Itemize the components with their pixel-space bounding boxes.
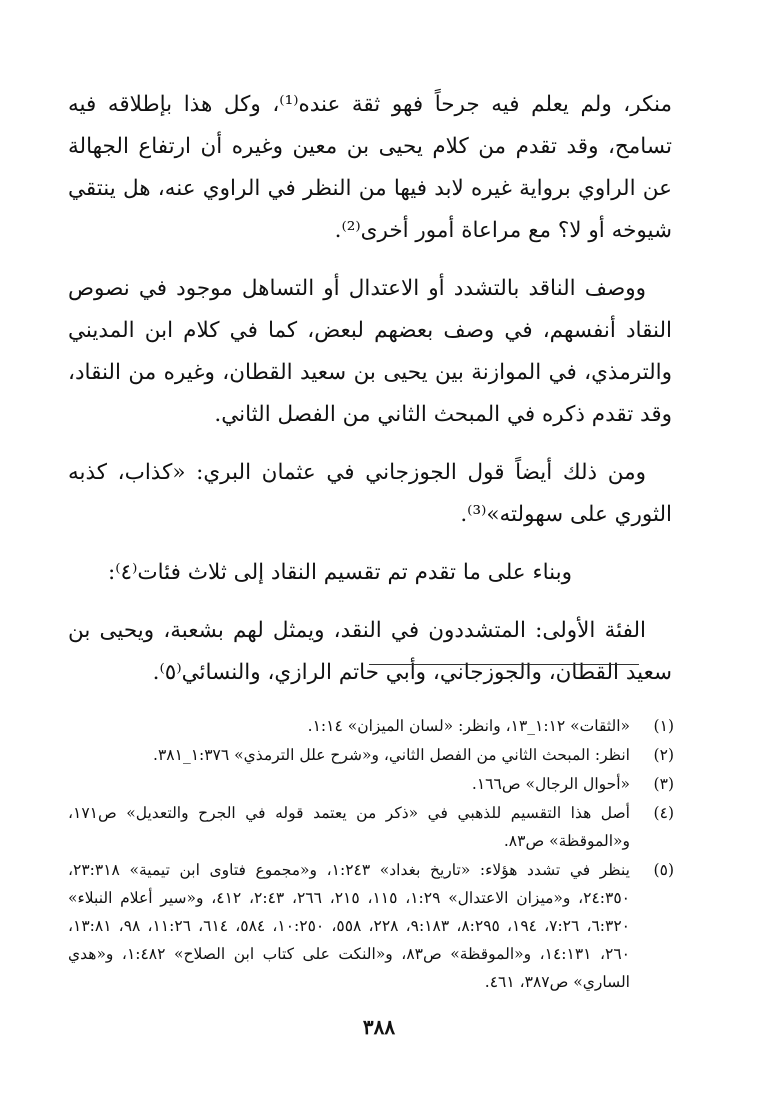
footnote-text: «أحوال الرجال» ص١٦٦. (471, 775, 630, 793)
footnote (68, 799, 674, 855)
paragraph-2: ووصف الناقد بالتشدد أو الاعتدال أو التساهل موجود في نصوص النقاد أنفسهم، في وصف بعضهم لبعض، كما في كلام ابن المديني والترمذي، في الموازنة بين يحيى بن سعيد القطان، وغيره من النقاد، وقد تقدم ذكره في المبحث الثاني من الفصل الثاني. (68, 276, 672, 427)
footnotes (68, 712, 674, 997)
footnote-number: (٤) (653, 804, 674, 822)
main-text (68, 84, 672, 710)
paragraph-5: الفئة الأولى: المتشددون في النقد، ويمثل لهم بشعبة، ويحيى بن سعيد القطان، والجوزجاني، وأبي حاتم الرازي، والنسائي⁽٥⁾. (68, 618, 672, 685)
footnote-number: (٥) (653, 861, 674, 879)
footnote-text: انظر: المبحث الثاني من الفصل الثاني، و«شرح علل الترمذي» ١:٣٧٦_٣٨١. (153, 746, 630, 764)
footnote-text: ينظر في تشدد هؤلاء: «تاريخ بغداد» ١:٢٤٣، و«مجموع فتاوى ابن تيمية» ٢٣:٣١٨، ٢٤:٣٥٠، و«ميزان الاعتدال» ١:٢٩، ١١٥، ٢١٥، ٢٦٦، ٢:٤٣، ٤١٢، و«سير أعلام النبلاء» ٦:٣٢٠، ٧:٢٦، ١٩٤، ٨:٢٩٥، ٩:١٨٣، ٢٢٨، ٥٥٨، ١٠:٢٥٠، ٥٨٤، ٦١٤، ١١:٢٦، ٩٨، ١٣:٨١، ٢٦٠، ١٤:١٣١، و«الموقظة» ص٨٣، و«النكت على كتاب ابن الصلاح» ١:٤٨٢، و«هدي الساري» ص٣٨٧، ٤٦١. (68, 861, 631, 991)
footnote-number: (٣) (653, 775, 674, 793)
footnote-text: «الثقات» ١:١٢_١٣، وانظر: «لسان الميزان» ١:١٤. (307, 717, 630, 735)
page-number: ٣٨٨ (362, 1015, 396, 1039)
footnote (68, 712, 674, 740)
paragraph-3: ومن ذلك أيضاً قول الجوزجاني في عثمان البري: «كذاب، كذبه الثوري على سهولته»⁽³⁾. (68, 460, 672, 527)
paragraph-1: منكر، ولم يعلم فيه جرحاً فهو ثقة عنده⁽¹⁾، وكل هذا بإطلاقه فيه تسامح، وقد تقدم من كلام يحيى بن معين وغيره أن ارتفاع الجهالة عن الراوي برواية غيره لابد فيها من النظر في الراوي عنه، هل ينتقي شيوخه أو لا؟ مع مراعاة أمور أخرى⁽²⁾. (68, 92, 672, 243)
footnote (68, 770, 674, 798)
footnote (68, 741, 674, 769)
footnote-number: (١) (653, 717, 674, 735)
footnote-text: أصل هذا التقسيم للذهبي في «ذكر من يعتمد قوله في الجرح والتعديل» ص١٧١، و«الموقظة» ص٨٣. (68, 804, 630, 850)
footnote-separator (369, 664, 639, 665)
paragraph-4: وبناء على ما تقدم تم تقسيم النقاد إلى ثلاث فئات⁽٤⁾: (108, 560, 572, 585)
footnote (68, 856, 674, 996)
footnote-number: (٢) (653, 746, 674, 764)
